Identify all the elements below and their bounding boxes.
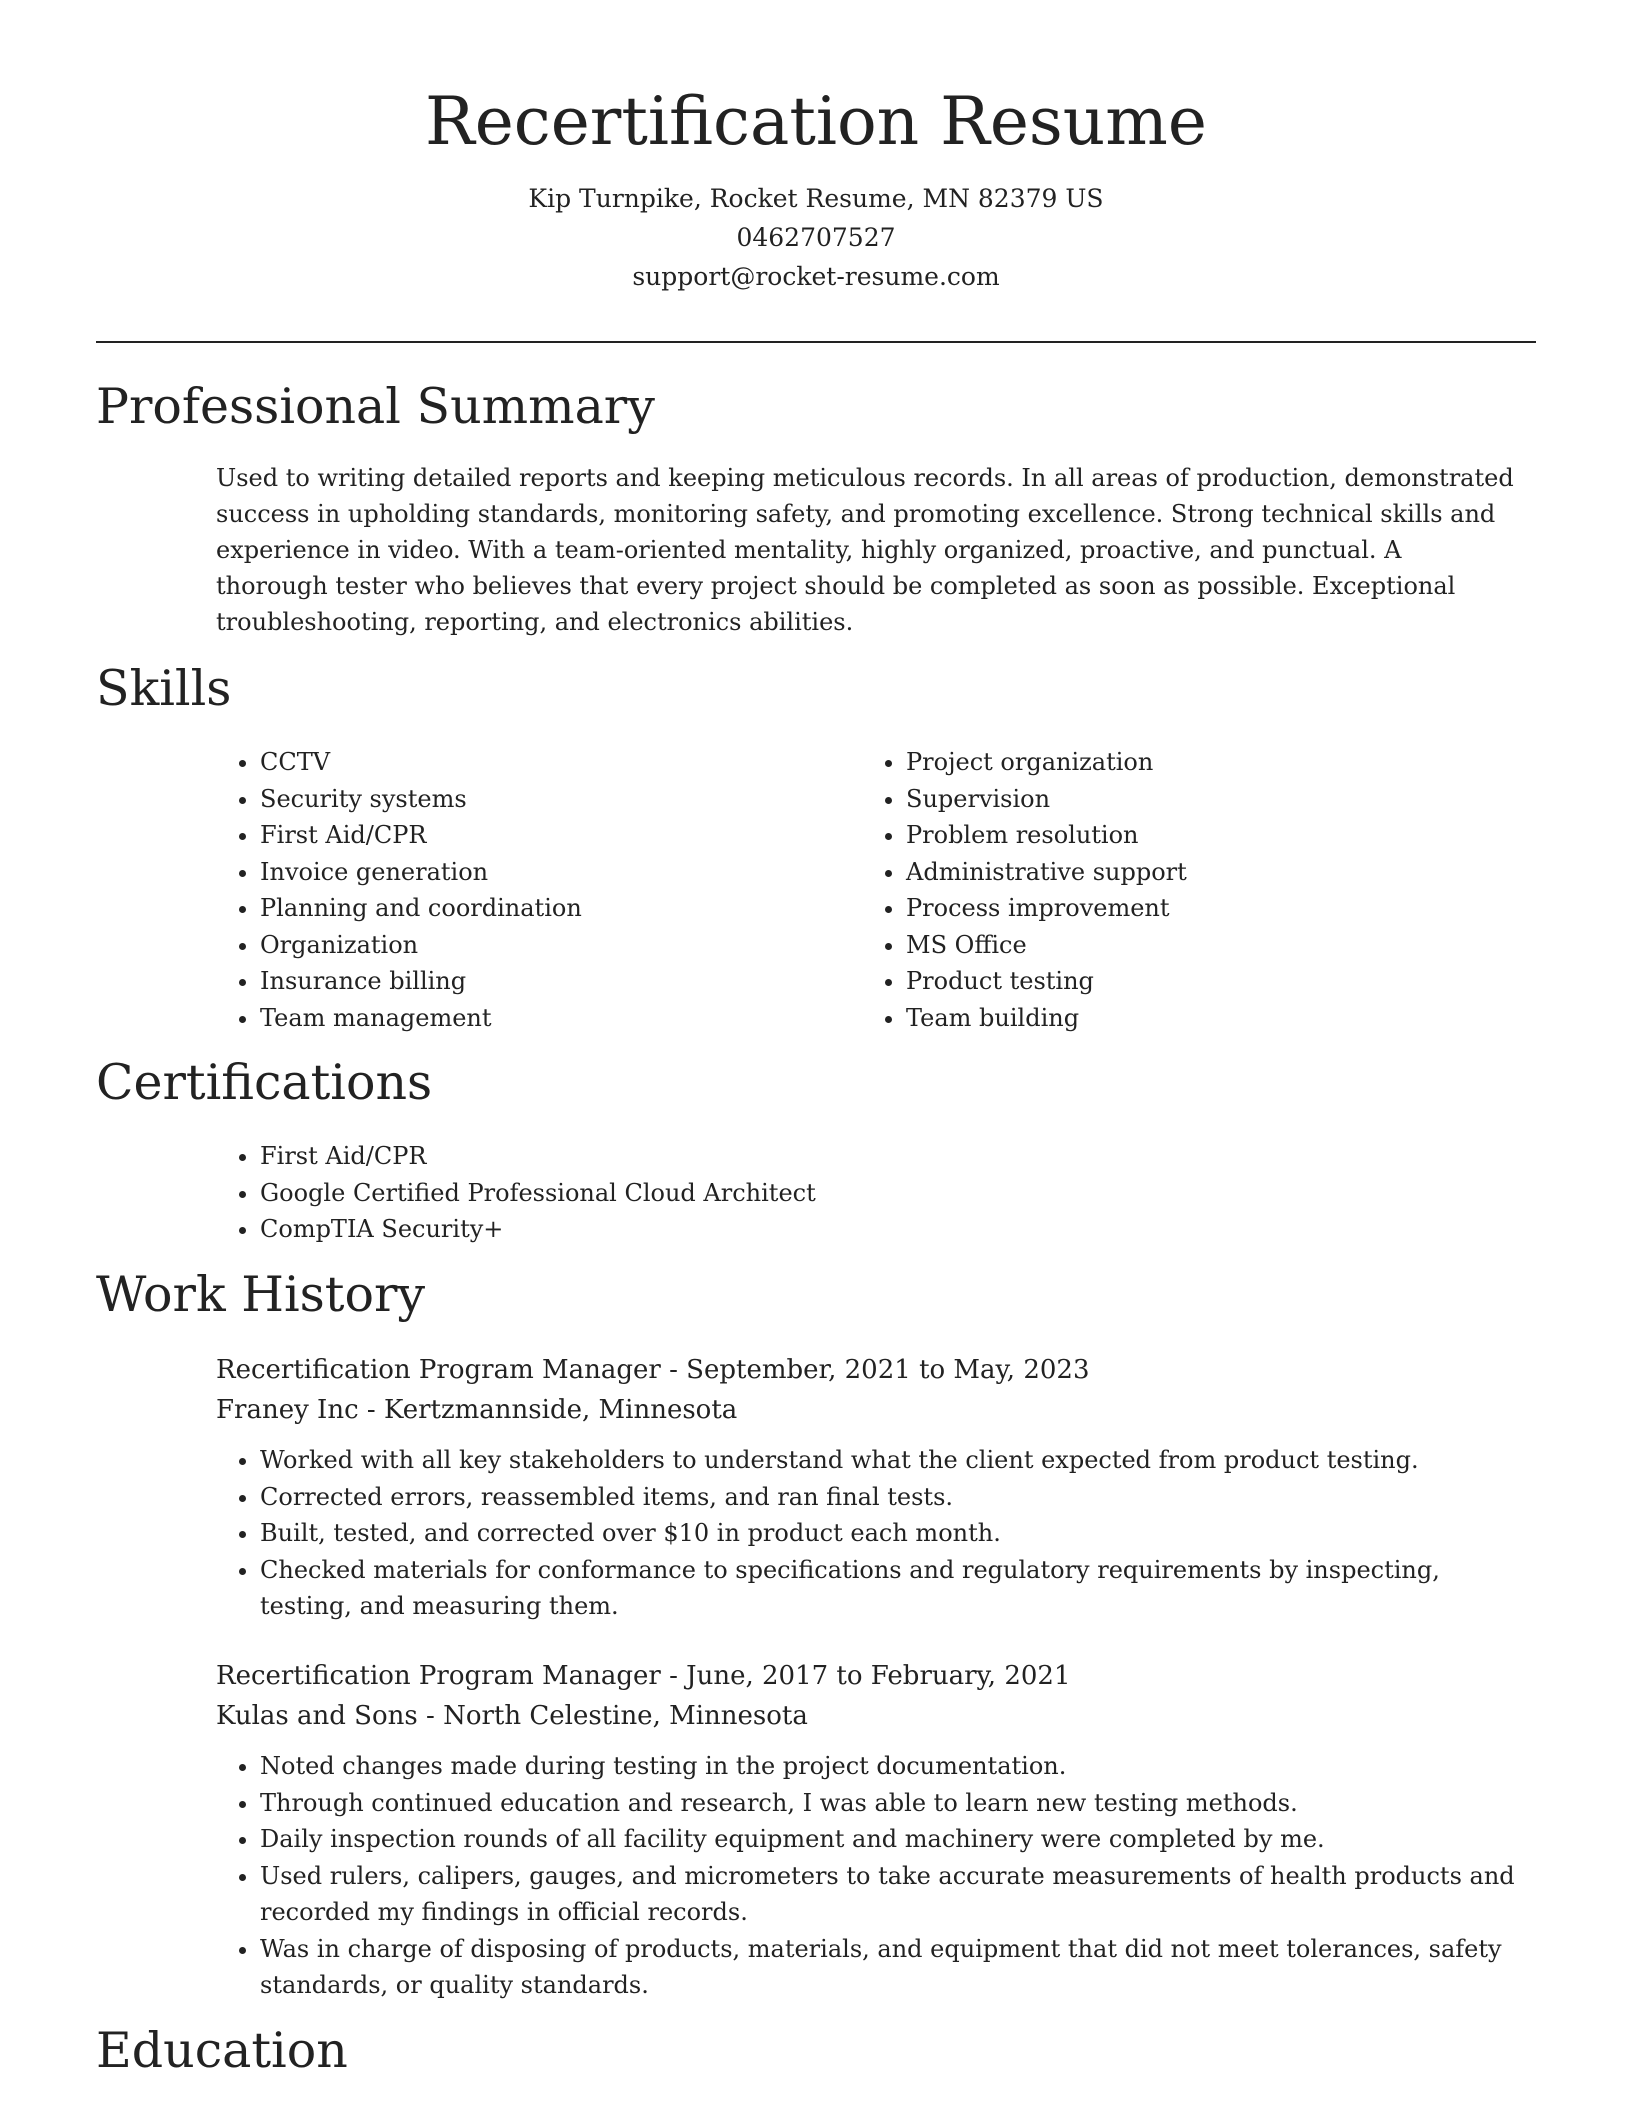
list-item: • Noted changes made during testing in the project documentation. [260, 1748, 1536, 1785]
job-separator: - [669, 1355, 687, 1385]
list-item: • Product testing [906, 963, 1187, 1000]
job-dates: September, 2021 to May, 2023 [686, 1355, 1090, 1385]
contact-email: support@rocket-resume.com [632, 262, 1000, 292]
job-company-line [216, 1696, 1536, 1736]
list-item: • Supervision [906, 781, 1187, 818]
resume-header [0, 82, 1632, 296]
list-item: • Process improvement [906, 890, 1187, 927]
job-separator: - [366, 1395, 384, 1425]
list-item: • Problem resolution [906, 817, 1187, 854]
job-bullets [216, 1442, 1536, 1625]
list-item: • CCTV [260, 744, 582, 781]
list-item: • Checked materials for conformance to specifications and regulatory requirements by inspecting, testing, and measuring them. [260, 1552, 1536, 1625]
list-item: • Insurance billing [260, 963, 582, 1000]
job-separator: - [669, 1661, 687, 1691]
job-location: Kertzmannside, Minnesota [383, 1395, 738, 1425]
job-title-line [216, 1656, 1536, 1696]
job-dates: June, 2017 to February, 2021 [686, 1661, 1071, 1691]
list-item: • Invoice generation [260, 854, 582, 891]
job-bullets [216, 1748, 1536, 2004]
job-company: Kulas and Sons [216, 1701, 418, 1731]
list-item: • First Aid/CPR [260, 1138, 816, 1175]
list-item: • Organization [260, 927, 582, 964]
job-title-line [216, 1350, 1536, 1390]
list-item: • Through continued education and research, I was able to learn new testing methods. [260, 1785, 1536, 1822]
list-item: • Project organization [906, 744, 1187, 781]
contact-info [0, 179, 1632, 296]
job-title: Recertification Program Manager [216, 1661, 661, 1691]
certifications-list [216, 1138, 816, 1248]
list-item: • Worked with all key stakeholders to understand what the client expected from product testing. [260, 1442, 1536, 1479]
summary-text: Used to writing detailed reports and keeping meticulous records. In all areas of production, demonstrated success in upholding standards, monitoring safety, and promoting excellence. Strong technical skills and experience in video. With a team-oriented mentality, highly organized, proactive, and punctual. A thorough tester who believes that every project should be completed as soon as possible. Exceptional troubleshooting, reporting, and electronics abilities. [216, 464, 1514, 636]
list-item: • MS Office [906, 927, 1187, 964]
list-item: • Daily inspection rounds of all facility equipment and machinery were completed by me. [260, 1821, 1536, 1858]
list-item: • Built, tested, and corrected over $10 in product each month. [260, 1515, 1536, 1552]
resume-title: Recertification Resume [425, 83, 1207, 160]
skills-list-right [862, 744, 1187, 1036]
header-divider [96, 341, 1536, 343]
education-heading: Education [96, 2022, 348, 2079]
work-history-heading: Work History [96, 1266, 426, 1323]
job-company-line [216, 1390, 1536, 1430]
list-item: • Google Certified Professional Cloud Architect [260, 1175, 816, 1212]
contact-address: Kip Turnpike, Rocket Resume, MN 82379 US [528, 184, 1104, 214]
summary-heading: Professional Summary [96, 378, 655, 435]
list-item: • Used rulers, calipers, gauges, and micrometers to take accurate measurements of health products and recorded my findings in official records. [260, 1858, 1536, 1931]
certifications-heading: Certifications [96, 1054, 433, 1111]
skills-list-left [216, 744, 582, 1036]
list-item: • Administrative support [906, 854, 1187, 891]
list-item: • Team management [260, 1000, 582, 1037]
job-title: Recertification Program Manager [216, 1355, 661, 1385]
job-entry [216, 1656, 1536, 2004]
list-item: • Security systems [260, 781, 582, 818]
job-separator: - [426, 1701, 444, 1731]
list-item: • First Aid/CPR [260, 817, 582, 854]
contact-phone: 0462707527 [736, 223, 896, 253]
list-item: • Planning and coordination [260, 890, 582, 927]
list-item: • Corrected errors, reassembled items, and ran final tests. [260, 1479, 1536, 1516]
list-item: • Team building [906, 1000, 1187, 1037]
job-company: Franey Inc [216, 1395, 359, 1425]
skills-heading: Skills [96, 660, 232, 717]
list-item: • CompTIA Security+ [260, 1211, 816, 1248]
job-location: North Celestine, Minnesota [443, 1701, 808, 1731]
list-item: • Was in charge of disposing of products, materials, and equipment that did not meet tolerances, safety standards, or quality standards. [260, 1931, 1536, 2004]
job-entry [216, 1350, 1536, 1625]
